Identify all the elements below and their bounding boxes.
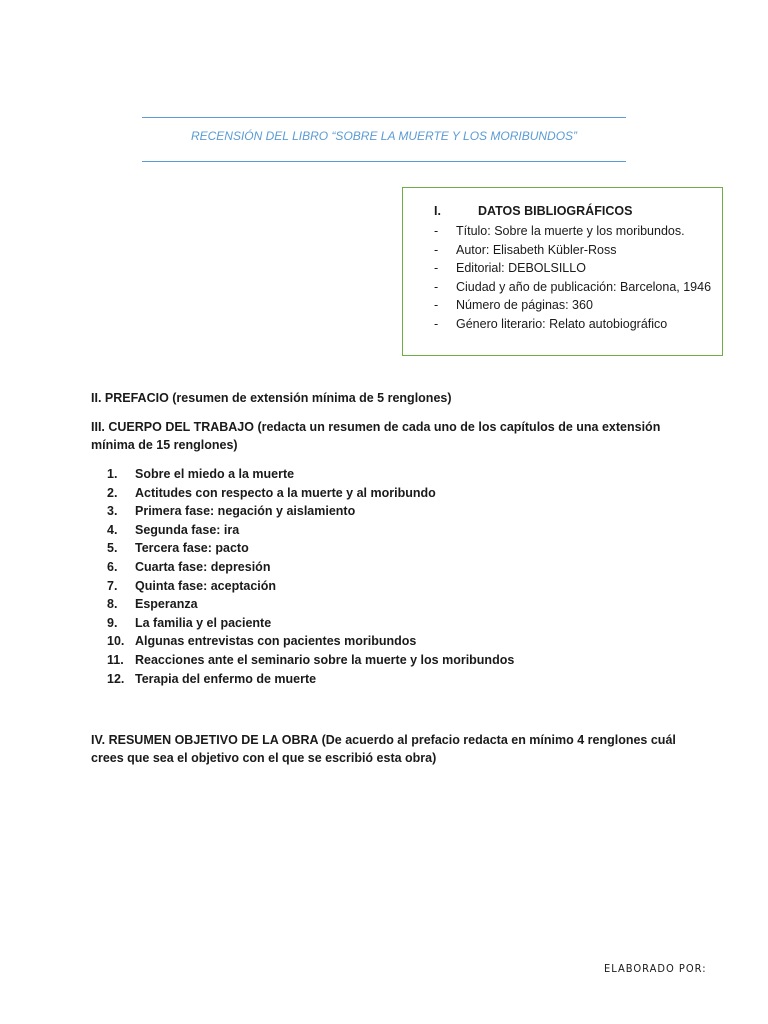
bibliography-item: - Editorial: DEBOLSILLO bbox=[434, 261, 586, 276]
chapter-item: 5. Tercera fase: pacto bbox=[107, 541, 249, 556]
section-cuerpo: III. CUERPO DEL TRABAJO (redacta un resumen de cada uno de los capítulos de una extensión mínima de 15 renglones) bbox=[91, 420, 661, 452]
chapter-item: 9. La familia y el paciente bbox=[107, 615, 272, 630]
bibliography-box bbox=[402, 187, 723, 356]
chapter-item: 6. Cuarta fase: depresión bbox=[107, 559, 271, 574]
header-bottom-rule bbox=[142, 161, 626, 162]
chapter-list bbox=[107, 465, 514, 688]
chapter-item: 12. Terapia del enfermo de muerte bbox=[107, 671, 317, 686]
chapter-item: 4. Segunda fase: ira bbox=[107, 522, 240, 537]
chapter-item: 3. Primera fase: negación y aislamiento bbox=[107, 504, 356, 519]
bibliography-item: - Autor: Elisabeth Kübler-Ross bbox=[434, 242, 617, 257]
bibliography-item: - Número de páginas: 360 bbox=[434, 298, 593, 313]
chapter-item: 10. Algunas entrevistas con pacientes moribundos bbox=[107, 634, 417, 649]
chapter-item: 2. Actitudes con respecto a la muerte y al moribundo bbox=[107, 485, 436, 500]
header-top-rule bbox=[142, 117, 626, 118]
bibliography-item: - Título: Sobre la muerte y los moribundos. bbox=[434, 224, 685, 238]
signed-by-label: ELABORADO POR: bbox=[604, 962, 707, 975]
bibliography-item: - Ciudad y año de publicación: Barcelona, 1946 bbox=[434, 279, 712, 294]
chapter-item: 1. Sobre el miedo a la muerte bbox=[107, 467, 295, 481]
bibliography-heading bbox=[434, 204, 632, 218]
chapter-item: 8. Esperanza bbox=[107, 597, 198, 612]
bibliography-list bbox=[434, 222, 711, 334]
section-prefacio: II. PREFACIO (resumen de extensión mínima de 5 renglones) bbox=[91, 391, 452, 405]
chapter-item: 7. Quinta fase: aceptación bbox=[107, 578, 277, 593]
bibliography-item: - Género literario: Relato autobiográfico bbox=[434, 316, 668, 331]
chapter-item: 11. Reacciones ante el seminario sobre la muerte y los moribundos bbox=[107, 652, 515, 667]
bibliography-heading-text: DATOS BIBLIOGRÁFICOS bbox=[478, 204, 633, 218]
section-resumen: IV. RESUMEN OBJETIVO DE LA OBRA (De acuerdo al prefacio redacta en mínimo 4 renglones cuál crees que sea el objetivo con el que se escribió esta obra) bbox=[91, 733, 676, 765]
bibliography-number: I. bbox=[434, 204, 441, 218]
page-title: RECENSIÓN DEL LIBRO “SOBRE LA MUERTE Y LOS MORIBUNDOS” bbox=[190, 129, 578, 143]
